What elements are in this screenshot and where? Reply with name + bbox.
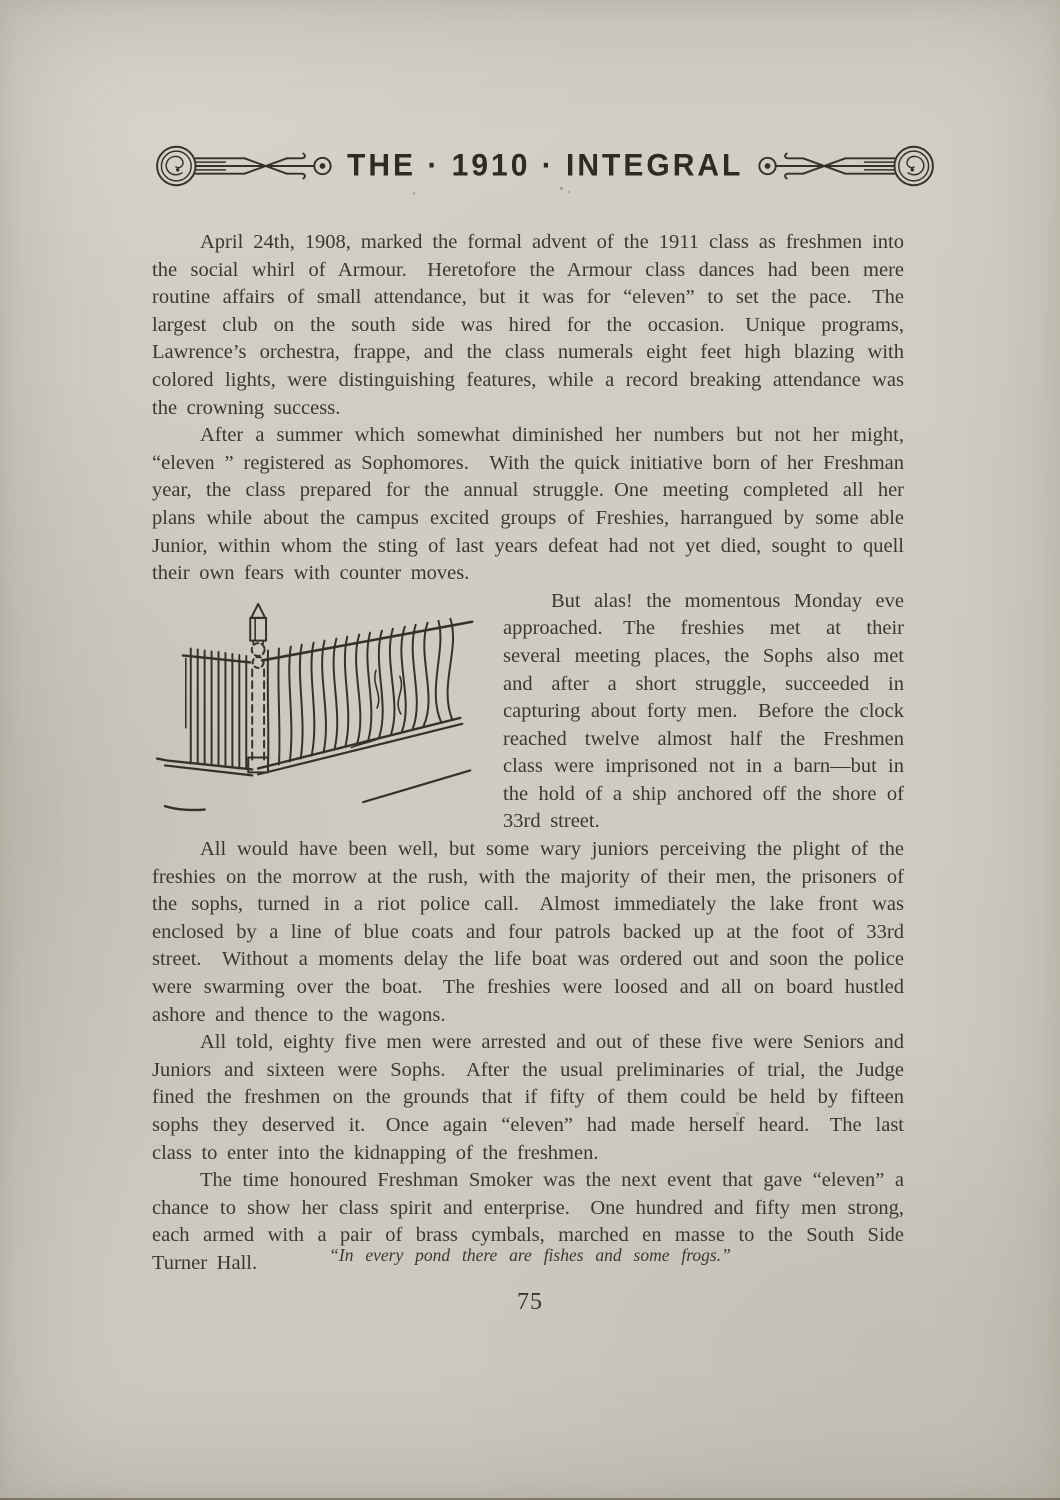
paragraph-5: All told, eighty five men were arrested and out of these five were Seniors and Juniors and sixteen were Sophs. After the usual preliminaries of trial, the Judge fined the freshmen on the grounds that if fifty of them could be held by fifteen sophs they deserved it. Once again “eleven” had made herself heard. The last class to enter into the kidnapping of the freshmen. (152, 1031, 904, 1164)
page-title: THE · 1910 · INTEGRAL (347, 148, 744, 183)
header-flourish-left-icon (150, 141, 343, 191)
paragraph-2: After a summer which somewhat diminished her numbers but not her might, “eleven ” registered as Sophomores. With the quick initiative born of her Freshman year, the class prepared for the annual struggle. One meeting completed all her plans while about the campus excited groups of Freshies, harrangued by some able Junior, within whom the sting of last years defeat had not yet died, sought to quell their own fears with counter moves. (152, 424, 904, 585)
scan-speck (568, 191, 570, 193)
paragraph-1: April 24th, 1908, marked the formal advent of the 1911 class as freshmen into the social whirl of Armour. Heretofore the Armour class dances had been mere routine affairs of small attendance, but it was for “eleven” to set the pace. The largest club on the south side was hired for the occasion. Unique programs, Lawrence’s orchestra, frappe, and the class numerals eight feet high blazing with colored lights, were distinguishing features, while a record breaking attendance was the crowning success. (152, 231, 904, 419)
page-body (152, 229, 904, 1278)
page-header (150, 140, 910, 192)
scan-speck (560, 187, 563, 190)
footer-quote: “In every pond there are fishes and some frogs.” (329, 1245, 731, 1265)
header-flourish-right-icon (747, 141, 940, 191)
scan-speck (736, 1112, 739, 1115)
scan-speck (413, 192, 415, 195)
paragraph-3: But alas! the momentous Monday eve approached. The freshies met at their several meeting places, the Sophs also met and after a short struggle, succeeded in capturing about forty men. Before the clock reached twelve almost half the Freshmen class were imprisoned not in a barn—but in the hold of a ship anchored off the shore of 33rd street. (503, 589, 904, 833)
page-number: 75 (517, 1289, 543, 1315)
paragraph-4: All would have been well, but some wary juniors perceiving the plight of the freshies on the morrow at the rush, with the majority of their men, the prisoners of the sophs, turned in a riot police call. Almost immediately the lake front was enclosed by a line of blue coats and four patrols backed up at the foot of 33rd street. Without a moments delay the life boat was ordered out and soon the police were swarming over the boat. The freshies were loosed and all on board hustled ashore and thence to the wagons. (152, 838, 904, 1026)
paragraph-6: The time honoured Freshman Smoker was the next event that gave “eleven” a chance to show her class spirit and enterprise. One hundred and fifty men strong, each armed with a pair of brass cymbals, marched en masse to the South Side Turner Hall. (152, 1169, 904, 1274)
fence-illustration (152, 599, 503, 815)
